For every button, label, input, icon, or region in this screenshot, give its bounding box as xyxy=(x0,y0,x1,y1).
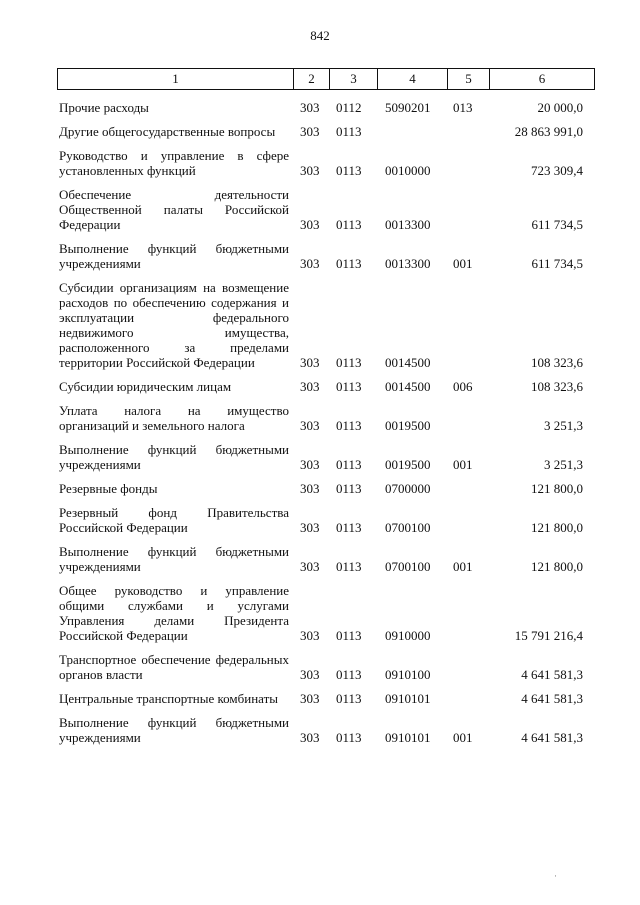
row-col-2: 303 xyxy=(300,457,320,472)
row-col-6: 108 323,6 xyxy=(531,379,583,394)
budget-table xyxy=(57,68,595,745)
row-description: Уплата налога на имущество организаций и земельного налога xyxy=(59,403,289,433)
row-col-2: 303 xyxy=(300,100,320,115)
row-col-4: 0700000 xyxy=(385,481,431,496)
row-col-6: 3 251,3 xyxy=(544,457,583,472)
row-col-3: 0112 xyxy=(336,100,362,115)
row-col-2: 303 xyxy=(300,217,320,232)
row-col-6: 4 641 581,3 xyxy=(521,691,583,706)
table-row xyxy=(57,652,595,682)
row-col-5: 006 xyxy=(453,379,473,394)
row-col-2: 303 xyxy=(300,124,320,139)
row-col-3: 0113 xyxy=(336,481,362,496)
row-col-4: 0019500 xyxy=(385,457,431,472)
row-col-5: 001 xyxy=(453,730,473,745)
row-description: Резервный фонд Правительства Российской Федерации xyxy=(59,505,289,535)
table-row xyxy=(57,442,595,472)
table-row xyxy=(57,481,595,496)
row-col-4: 0013300 xyxy=(385,217,431,232)
table-row xyxy=(57,187,595,232)
row-col-6: 4 641 581,3 xyxy=(521,667,583,682)
row-col-2: 303 xyxy=(300,667,320,682)
row-col-3: 0113 xyxy=(336,691,362,706)
table-row xyxy=(57,691,595,706)
table-row xyxy=(57,148,595,178)
table-row xyxy=(57,505,595,535)
row-description: Транспортное обеспечение федеральных органов власти xyxy=(59,652,289,682)
table-row xyxy=(57,544,595,574)
row-col-4: 0910000 xyxy=(385,628,431,643)
header-col-3: 3 xyxy=(329,69,377,89)
row-col-4: 0014500 xyxy=(385,355,431,370)
row-col-4: 0014500 xyxy=(385,379,431,394)
row-col-6: 611 734,5 xyxy=(531,256,583,271)
row-description: Обеспечение деятельности Общественной палаты Российской Федерации xyxy=(59,187,289,232)
row-col-6: 121 800,0 xyxy=(531,481,583,496)
table-row xyxy=(57,100,595,115)
row-col-5: 013 xyxy=(453,100,473,115)
row-description: Выполнение функций бюджетными учреждениями xyxy=(59,544,289,574)
row-col-2: 303 xyxy=(300,691,320,706)
row-description: Резервные фонды xyxy=(59,481,158,496)
row-col-4: 0010000 xyxy=(385,163,431,178)
row-col-3: 0113 xyxy=(336,667,362,682)
row-col-4: 0910100 xyxy=(385,667,431,682)
header-col-5: 5 xyxy=(447,69,489,89)
row-description: Центральные транспортные комбинаты xyxy=(59,691,278,706)
page-number: 842 xyxy=(310,28,330,43)
row-col-4: 0019500 xyxy=(385,418,431,433)
row-col-2: 303 xyxy=(300,730,320,745)
row-col-3: 0113 xyxy=(336,217,362,232)
row-col-6: 121 800,0 xyxy=(531,520,583,535)
table-row xyxy=(57,124,595,139)
row-col-3: 0113 xyxy=(336,457,362,472)
row-col-2: 303 xyxy=(300,379,320,394)
row-col-3: 0113 xyxy=(336,559,362,574)
table-row xyxy=(57,241,595,271)
row-col-3: 0113 xyxy=(336,124,362,139)
row-col-3: 0113 xyxy=(336,163,362,178)
row-col-6: 121 800,0 xyxy=(531,559,583,574)
row-col-6: 108 323,6 xyxy=(531,355,583,370)
table-body xyxy=(57,90,595,745)
header-col-4: 4 xyxy=(377,69,447,89)
row-description: Прочие расходы xyxy=(59,100,149,115)
row-col-4: 0910101 xyxy=(385,730,431,745)
row-col-4: 0700100 xyxy=(385,559,431,574)
row-col-6: 15 791 216,4 xyxy=(514,628,583,643)
row-col-5: 001 xyxy=(453,256,473,271)
row-col-4: 0700100 xyxy=(385,520,431,535)
row-description: Субсидии организациям на возмещение расходов по обеспечению содержания и эксплуатации федерального недвижимого имущества, расположенного за пределами территории Российской Федерации xyxy=(59,280,289,370)
row-col-3: 0113 xyxy=(336,418,362,433)
row-col-2: 303 xyxy=(300,481,320,496)
row-col-6: 28 863 991,0 xyxy=(514,124,583,139)
scan-mark: · xyxy=(554,871,557,881)
table-row xyxy=(57,379,595,394)
header-col-1: 1 xyxy=(172,71,179,86)
table-row xyxy=(57,280,595,370)
row-description: Другие общегосударственные вопросы xyxy=(59,124,276,139)
table-row xyxy=(57,583,595,643)
row-col-6: 3 251,3 xyxy=(544,418,583,433)
row-col-2: 303 xyxy=(300,418,320,433)
row-col-3: 0113 xyxy=(336,379,362,394)
row-col-2: 303 xyxy=(300,163,320,178)
row-col-5: 001 xyxy=(453,559,473,574)
table-row xyxy=(57,715,595,745)
row-col-6: 723 309,4 xyxy=(531,163,583,178)
row-description: Субсидии юридическим лицам xyxy=(59,379,232,394)
row-description: Выполнение функций бюджетными учреждениями xyxy=(59,715,289,745)
row-description: Выполнение функций бюджетными учреждениями xyxy=(59,241,289,271)
row-description: Общее руководство и управление общими службами и услугами Управления делами Президента Российской Федерации xyxy=(59,583,289,643)
row-col-2: 303 xyxy=(300,559,320,574)
row-col-2: 303 xyxy=(300,256,320,271)
row-col-4: 0910101 xyxy=(385,691,431,706)
row-col-3: 0113 xyxy=(336,730,362,745)
row-col-3: 0113 xyxy=(336,628,362,643)
row-col-4: 0013300 xyxy=(385,256,431,271)
row-col-2: 303 xyxy=(300,355,320,370)
row-col-6: 611 734,5 xyxy=(531,217,583,232)
row-col-5: 001 xyxy=(453,457,473,472)
table-header-row xyxy=(57,68,595,90)
row-description: Руководство и управление в сфере установленных функций xyxy=(59,148,289,178)
row-col-3: 0113 xyxy=(336,256,362,271)
row-col-3: 0113 xyxy=(336,520,362,535)
table-row xyxy=(57,403,595,433)
row-col-3: 0113 xyxy=(336,355,362,370)
row-col-6: 20 000,0 xyxy=(537,100,583,115)
row-col-6: 4 641 581,3 xyxy=(521,730,583,745)
row-col-2: 303 xyxy=(300,628,320,643)
row-col-4: 5090201 xyxy=(385,100,431,115)
row-col-2: 303 xyxy=(300,520,320,535)
header-col-6: 6 xyxy=(489,69,594,89)
header-col-2: 2 xyxy=(293,69,329,89)
row-description: Выполнение функций бюджетными учреждениями xyxy=(59,442,289,472)
